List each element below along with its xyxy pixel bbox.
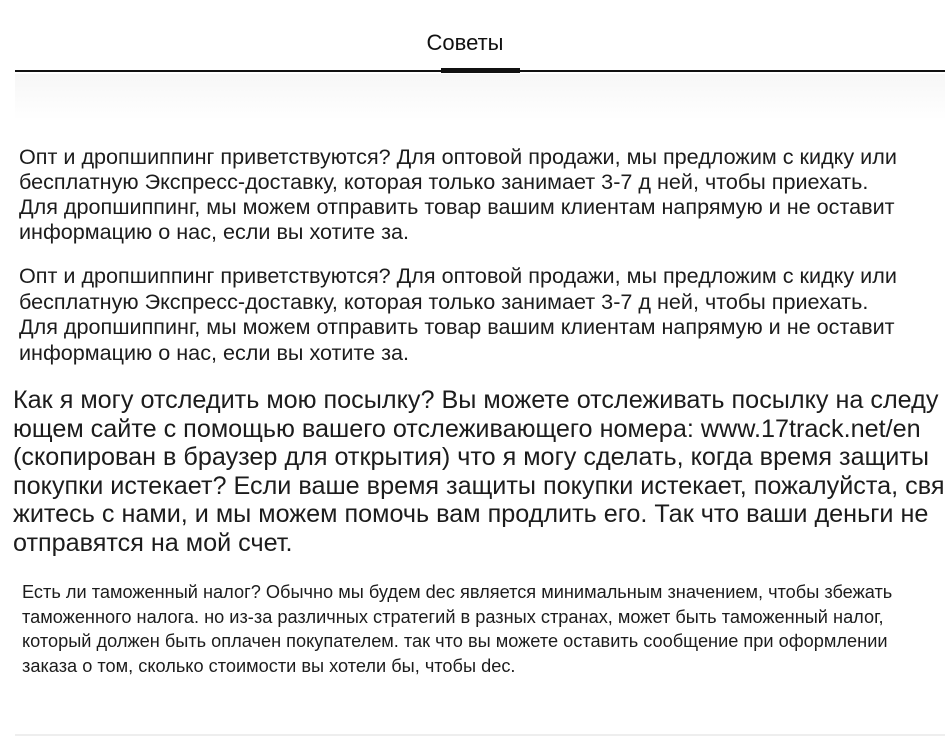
faq-customs-paragraph: Есть ли таможенный налог? Обычно мы будем dec является минимальным значением, чтобы збежать таможенного налога. но из-за различных стратегий в разных странах, может быть таможенный налог, который должен быть оплачен покупателем. так что вы можете оставить сообщение при оформлении заказа о том, сколько стоимости вы хотели бы, чтобы dec. xyxy=(22,582,893,676)
faq-wholesale-paragraph-repeat: Опт и дропшиппинг приветствуются? Для оптовой продажи, мы предложим с кидку или бесплатную Экспресс-доставку, которая только занимает 3-7 д ней, чтобы приехать. Для дропшиппинг, мы можем отправить товар вашим клиентам напрямую и не оставит информацию о нас, если вы хотите за. xyxy=(19,263,897,365)
bottom-divider xyxy=(15,734,945,736)
active-tab-indicator xyxy=(441,68,520,73)
tab-bar-shadow xyxy=(15,74,945,120)
faq-tracking-paragraph: Как я могу отследить мою посылку? Вы можете отслеживать посылку на следующем сайте с помощью вашего отслеживающего номера: www.17track.net/en (скопирован в браузер для открытия) что я могу сделать, когда время защиты покупки истекает? Если ваше время защиты покупки истекает, пожалуйста, свяжитесь с нами, и мы можем помочь вам продлить его. Так что ваши деньги не отправятся на мой счет. xyxy=(13,386,945,557)
tab-tips[interactable]: Советы xyxy=(426,30,504,55)
faq-wholesale-paragraph: Опт и дропшиппинг приветствуются? Для оптовой продажи, мы предложим с кидку или бесплатную Экспресс-доставку, которая только занимает 3-7 д ней, чтобы приехать. Для дропшиппинг, мы можем отправить товар вашим клиентам напрямую и не оставит информацию о нас, если вы хотите за. xyxy=(19,144,897,244)
